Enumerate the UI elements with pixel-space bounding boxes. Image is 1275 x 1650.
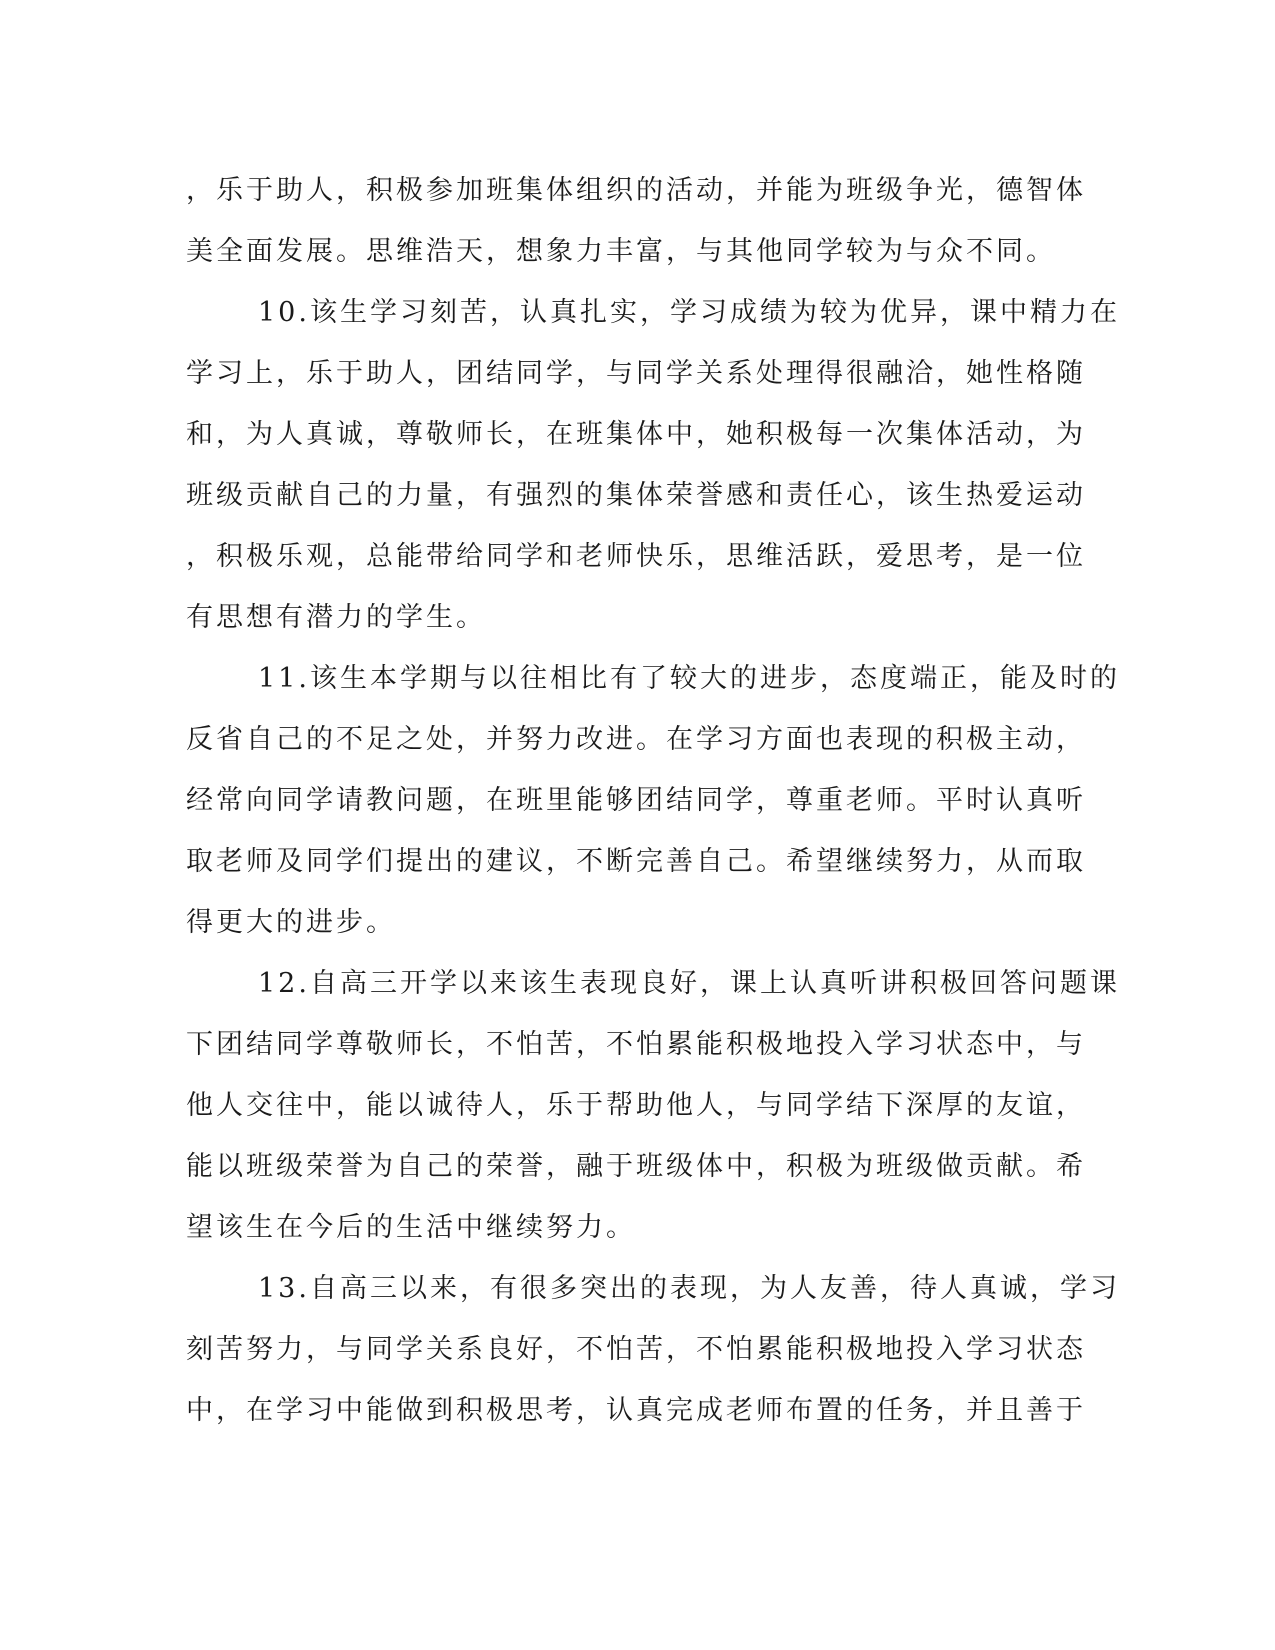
paragraph-12-start: 12.自高三开学以来该生表现良好，课上认真听讲积极回答问题课 [258, 968, 1120, 999]
text-line: 有思想有潜力的学生。 [186, 602, 486, 633]
text-line: 中，在学习中能做到积极思考，认真完成老师布置的任务，并且善于 [186, 1395, 1086, 1426]
text-line: ，乐于助人，积极参加班集体组织的活动，并能为班级争光，德智体 [186, 175, 1086, 206]
text-line: 经常向同学请教问题，在班里能够团结同学，尊重老师。平时认真听 [186, 785, 1086, 816]
text-line: 和，为人真诚，尊敬师长，在班集体中，她积极每一次集体活动，为 [186, 419, 1086, 450]
text-line: 望该生在今后的生活中继续努力。 [186, 1212, 636, 1243]
text-line: 得更大的进步。 [186, 907, 396, 938]
text-line: 刻苦努力，与同学关系良好，不怕苦，不怕累能积极地投入学习状态 [186, 1334, 1086, 1365]
document-body [186, 160, 1120, 1441]
text-line: 班级贡献自己的力量，有强烈的集体荣誉感和责任心，该生热爱运动 [186, 480, 1086, 511]
text-line: 他人交往中，能以诚待人，乐于帮助他人，与同学结下深厚的友谊， [186, 1090, 1086, 1121]
text-line: 反省自己的不足之处，并努力改进。在学习方面也表现的积极主动， [186, 724, 1086, 755]
text-line: 能以班级荣誉为自己的荣誉，融于班级体中，积极为班级做贡献。希 [186, 1151, 1086, 1182]
text-line: 美全面发展。思维浩天，想象力丰富，与其他同学较为与众不同。 [186, 236, 1056, 267]
paragraph-11-start: 11.该生本学期与以往相比有了较大的进步，态度端正，能及时的 [258, 663, 1120, 694]
text-line: 下团结同学尊敬师长，不怕苦，不怕累能积极地投入学习状态中，与 [186, 1029, 1086, 1060]
text-line: 取老师及同学们提出的建议，不断完善自己。希望继续努力，从而取 [186, 846, 1086, 877]
text-line: ，积极乐观，总能带给同学和老师快乐，思维活跃，爱思考，是一位 [186, 541, 1086, 572]
paragraph-13-start: 13.自高三以来，有很多突出的表现，为人友善，待人真诚，学习 [258, 1273, 1120, 1304]
paragraph-10-start: 10.该生学习刻苦，认真扎实，学习成绩为较为优异，课中精力在 [258, 297, 1120, 328]
text-line: 学习上，乐于助人，团结同学，与同学关系处理得很融洽，她性格随 [186, 358, 1086, 389]
